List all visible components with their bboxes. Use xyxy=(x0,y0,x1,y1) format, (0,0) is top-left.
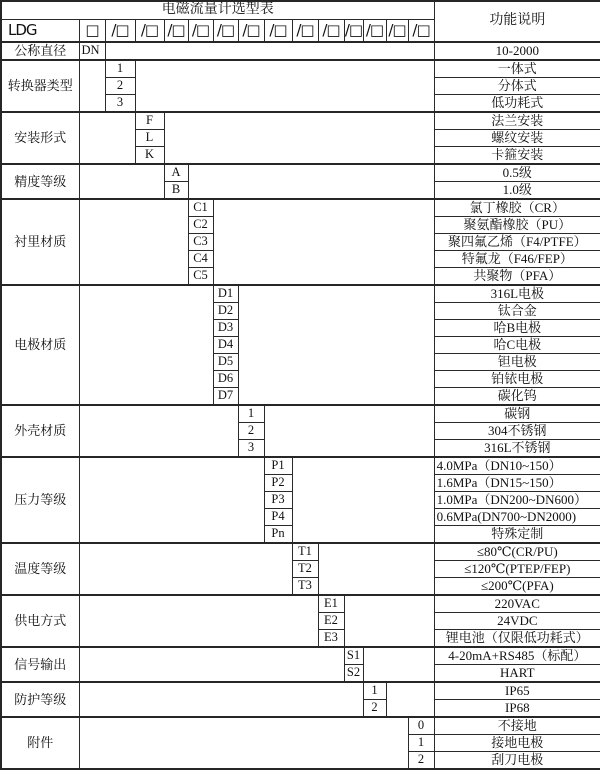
description-cell: 氯丁橡胶（CR） xyxy=(434,199,600,217)
table-row xyxy=(1,199,600,217)
code-cell: D4 xyxy=(213,337,238,354)
description-cell: 法兰安装 xyxy=(434,112,600,130)
empty-region xyxy=(79,647,344,682)
description-cell: 低功耗式 xyxy=(434,95,600,113)
model-slot-box: /□ xyxy=(292,20,318,43)
code-cell: C4 xyxy=(188,251,213,268)
header-row xyxy=(1,1,600,20)
code-cell: D3 xyxy=(213,320,238,337)
model-slot-box: /□ xyxy=(238,20,264,43)
description-cell: 钽电极 xyxy=(434,354,600,371)
code-cell: K xyxy=(135,147,164,165)
description-cell: 聚氨酯橡胶（PU） xyxy=(434,217,600,234)
description-cell: 1.0MPa（DN200~DN600） xyxy=(434,492,600,509)
code-cell: 2 xyxy=(238,423,264,440)
model-slot-box: /□ xyxy=(213,20,238,43)
table-title: 电磁流量计选型表 xyxy=(1,1,434,20)
table-row xyxy=(1,405,600,423)
code-cell: 1 xyxy=(238,405,264,423)
section-label: 电极材质 xyxy=(1,285,79,405)
description-cell: 特氟龙（F46/FEP） xyxy=(434,251,600,268)
model-slot-box: /□ xyxy=(264,20,292,43)
description-cell: IP68 xyxy=(434,700,600,718)
description-cell: 220VAC xyxy=(434,595,600,613)
model-slot-box: /□ xyxy=(363,20,386,43)
empty-region xyxy=(79,60,105,112)
model-slot-box: /□ xyxy=(408,20,434,43)
table-row xyxy=(1,285,600,303)
code-cell: 1 xyxy=(408,735,434,752)
code-cell: 3 xyxy=(105,95,135,113)
description-cell: 316L不锈钢 xyxy=(434,440,600,458)
section-label: 信号输出 xyxy=(1,647,79,682)
description-cell: 1.6MPa（DN15~150） xyxy=(434,475,600,492)
section-label: 供电方式 xyxy=(1,595,79,647)
code-cell: S1 xyxy=(344,647,363,665)
empty-region xyxy=(213,199,434,285)
code-cell: 2 xyxy=(408,752,434,770)
section-label: 压力等级 xyxy=(1,457,79,543)
empty-region xyxy=(135,60,434,112)
empty-region xyxy=(79,164,164,199)
empty-region xyxy=(164,112,434,164)
description-cell: ≤200℃(PFA) xyxy=(434,578,600,596)
code-cell: D6 xyxy=(213,371,238,388)
code-cell: D2 xyxy=(213,303,238,320)
table-row xyxy=(1,112,600,130)
code-cell: D5 xyxy=(213,354,238,371)
code-cell: L xyxy=(135,130,164,147)
code-cell: C1 xyxy=(188,199,213,217)
empty-region xyxy=(79,717,408,769)
description-cell: 0.5级 xyxy=(434,164,600,182)
code-cell: P2 xyxy=(264,475,292,492)
code-cell: E1 xyxy=(318,595,344,613)
model-slot-box: /□ xyxy=(105,20,135,43)
empty-region xyxy=(79,543,292,595)
section-label: 公称直径 xyxy=(1,42,79,60)
description-cell: 铂铱电极 xyxy=(434,371,600,388)
empty-region xyxy=(79,405,238,457)
code-cell: B xyxy=(164,182,188,200)
table-row xyxy=(1,60,600,78)
empty-region xyxy=(264,405,434,457)
section-label: 转换器类型 xyxy=(1,60,79,112)
code-cell: 1 xyxy=(363,682,386,700)
model-prefix: LDG xyxy=(1,20,79,43)
description-cell: 0.6MPa(DN700~DN2000) xyxy=(434,509,600,526)
description-cell: 刮刀电极 xyxy=(434,752,600,770)
description-cell: 螺纹安装 xyxy=(434,130,600,147)
empty-region xyxy=(79,682,363,717)
code-cell: T1 xyxy=(292,543,318,561)
code-cell: 2 xyxy=(105,78,135,95)
description-cell: 碳化钨 xyxy=(434,388,600,406)
code-cell: DN xyxy=(79,42,105,60)
description-cell: 接地电极 xyxy=(434,735,600,752)
code-cell: P1 xyxy=(264,457,292,475)
table-row xyxy=(1,164,600,182)
description-cell: 钛合金 xyxy=(434,303,600,320)
code-cell: C3 xyxy=(188,234,213,251)
description-cell: HART xyxy=(434,665,600,683)
description-cell: 24VDC xyxy=(434,613,600,630)
description-cell: 哈C电极 xyxy=(434,337,600,354)
description-cell: 聚四氟乙烯（F4/PTFE） xyxy=(434,234,600,251)
table-row xyxy=(1,595,600,613)
description-cell: 316L电极 xyxy=(434,285,600,303)
description-cell: 10-2000 xyxy=(434,42,600,60)
section-label: 衬里材质 xyxy=(1,199,79,285)
description-cell: 不接地 xyxy=(434,717,600,735)
code-cell: E3 xyxy=(318,630,344,648)
section-label: 精度等级 xyxy=(1,164,79,199)
empty-region xyxy=(105,42,434,60)
code-cell: 0 xyxy=(408,717,434,735)
code-cell: 1 xyxy=(105,60,135,78)
empty-region xyxy=(238,285,434,405)
model-slot-box: /□ xyxy=(164,20,188,43)
table-row xyxy=(1,647,600,665)
code-cell: P4 xyxy=(264,509,292,526)
table-row xyxy=(1,457,600,475)
description-cell: ≤80℃(CR/PU) xyxy=(434,543,600,561)
empty-region xyxy=(386,682,434,717)
table-row xyxy=(1,682,600,700)
code-cell: D1 xyxy=(213,285,238,303)
description-cell: 分体式 xyxy=(434,78,600,95)
table-row xyxy=(1,543,600,561)
description-cell: 锂电池（仅限低功耗式） xyxy=(434,630,600,648)
section-label: 安装形式 xyxy=(1,112,79,164)
model-slot-box: /□ xyxy=(344,20,363,43)
section-label: 防护等级 xyxy=(1,682,79,717)
description-cell: 304不锈钢 xyxy=(434,423,600,440)
description-cell: 共聚物（PFA） xyxy=(434,268,600,286)
code-cell: C2 xyxy=(188,217,213,234)
code-cell: D7 xyxy=(213,388,238,406)
code-cell: 2 xyxy=(363,700,386,718)
code-cell: 3 xyxy=(238,440,264,458)
code-cell: T3 xyxy=(292,578,318,596)
code-cell: S2 xyxy=(344,665,363,683)
empty-region xyxy=(79,112,135,164)
empty-region xyxy=(318,543,434,595)
description-cell: 4.0MPa（DN10~150） xyxy=(434,457,600,475)
empty-region xyxy=(292,457,434,543)
function-column-header: 功能说明 xyxy=(434,1,600,42)
code-cell: T2 xyxy=(292,561,318,578)
empty-region xyxy=(79,457,264,543)
code-cell: C5 xyxy=(188,268,213,286)
description-cell: 特殊定制 xyxy=(434,526,600,544)
empty-region xyxy=(79,199,188,285)
description-cell: ≤120℃(PTEP/FEP) xyxy=(434,561,600,578)
code-cell: F xyxy=(135,112,164,130)
description-cell: 哈B电极 xyxy=(434,320,600,337)
table-row xyxy=(1,717,600,735)
description-cell: 一体式 xyxy=(434,60,600,78)
model-slot-box: /□ xyxy=(318,20,344,43)
table-row xyxy=(1,42,600,60)
section-label: 附件 xyxy=(1,717,79,769)
description-cell: 1.0级 xyxy=(434,182,600,200)
code-cell: E2 xyxy=(318,613,344,630)
section-label: 外壳材质 xyxy=(1,405,79,457)
model-first-box: □ xyxy=(79,20,105,43)
empty-region xyxy=(363,647,434,682)
section-label: 温度等级 xyxy=(1,543,79,595)
model-slot-box: /□ xyxy=(386,20,408,43)
code-cell: A xyxy=(164,164,188,182)
description-cell: 碳钢 xyxy=(434,405,600,423)
empty-region xyxy=(188,164,434,199)
code-cell: P3 xyxy=(264,492,292,509)
description-cell: 卡箍安装 xyxy=(434,147,600,165)
empty-region xyxy=(344,595,434,647)
description-cell: 4-20mA+RS485（标配） xyxy=(434,647,600,665)
code-cell: Pn xyxy=(264,526,292,544)
empty-region xyxy=(79,285,213,405)
empty-region xyxy=(79,595,318,647)
model-slot-box: /□ xyxy=(135,20,164,43)
model-slot-box: /□ xyxy=(188,20,213,43)
description-cell: IP65 xyxy=(434,682,600,700)
